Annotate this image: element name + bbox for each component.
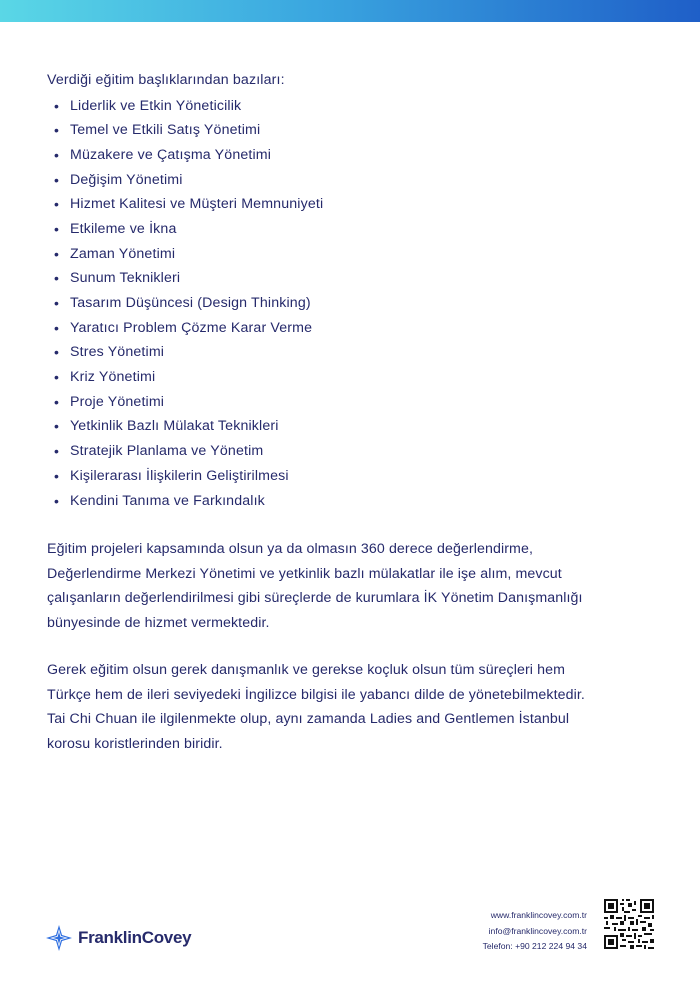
logo-text: FranklinCovey — [78, 928, 192, 947]
topic-list-item — [54, 192, 657, 217]
bullet-icon: • — [54, 295, 60, 311]
email-link[interactable]: info@franklincovey.com.tr — [488, 925, 587, 936]
paragraph-line: Türkçe hem de ileri seviyedeki İngilizce bilgisi ile yabancı dilde de yönetebilmektedir. — [47, 686, 585, 703]
topic-label: Tasarım Düşüncesi (Design Thinking) — [70, 295, 311, 311]
topic-list-item — [54, 118, 657, 143]
website-link[interactable]: www.franklincovey.com.tr — [490, 910, 587, 920]
topic-list-item — [54, 390, 657, 415]
topic-label: Yetkinlik Bazlı Mülakat Teknikleri — [70, 418, 279, 435]
topic-list-item — [54, 291, 657, 316]
bullet-icon: • — [54, 393, 60, 410]
paragraph-line: korosu koristlerinden biridir. — [47, 735, 223, 752]
bullet-icon: • — [54, 418, 60, 435]
bullet-icon: • — [54, 171, 60, 188]
topic-list-item — [54, 414, 657, 439]
bullet-icon: • — [54, 369, 60, 386]
topic-list-item — [54, 489, 657, 514]
topic-list-item — [54, 439, 657, 464]
bullet-icon: • — [54, 467, 60, 484]
topic-label: Proje Yönetimi — [70, 393, 165, 410]
topic-label: Temel ve Etkili Satış Yönetimi — [70, 122, 261, 139]
paragraph-languages — [47, 658, 657, 756]
bullet-icon: • — [54, 492, 60, 509]
bullet-icon: • — [54, 319, 60, 336]
topic-label: Stres Yönetimi — [70, 344, 165, 361]
main-content — [47, 68, 657, 513]
topic-label: Kriz Yönetimi — [70, 369, 156, 386]
topic-label: Zaman Yönetimi — [70, 245, 176, 262]
topic-list-item — [54, 340, 657, 365]
topic-list-item — [54, 168, 657, 193]
topic-label: Müzakere ve Çatışma Yönetimi — [70, 146, 272, 163]
paragraph-line: Değerlendirme Merkezi Yönetimi ve yetkinlik bazlı mülakatlar ile işe alım, mevcut — [47, 565, 562, 582]
bullet-icon: • — [54, 220, 60, 237]
topic-label: Stratejik Planlama ve Yönetim — [70, 443, 264, 460]
bullet-icon: • — [54, 122, 60, 139]
franklincovey-logo — [46, 924, 191, 952]
top-gradient-band — [0, 0, 700, 22]
topic-label: Yaratıcı Problem Çözme Karar Verme — [70, 319, 313, 336]
paragraph-line: çalışanların değerlendirilmesi gibi süreçlerde de kurumlara İK Yönetim Danışmanlığı — [47, 590, 583, 606]
phone-number: Telefon: +90 212 224 94 34 — [482, 941, 587, 951]
paragraph-line: bünyesinde de hizmet vermektedir. — [47, 614, 270, 631]
topic-list-item — [54, 365, 657, 390]
bullet-icon: • — [54, 344, 60, 361]
paragraph-line: Tai Chi Chuan ile ilgilenmekte olup, aynı zamanda Ladies and Gentlemen İstanbul — [47, 711, 570, 727]
topic-label: Etkileme ve İkna — [70, 220, 177, 237]
topic-label: Sunum Teknikleri — [70, 270, 181, 287]
topic-list-item — [54, 464, 657, 489]
topic-label: Kişilerarası İlişkilerin Geliştirilmesi — [70, 467, 289, 484]
topic-list-item — [54, 94, 657, 119]
paragraph-assessment — [47, 537, 647, 635]
contact-info — [483, 908, 587, 955]
compass-star-icon — [46, 925, 72, 951]
topic-label: Hizmet Kalitesi ve Müşteri Memnuniyeti — [70, 196, 324, 213]
paragraph-line: Eğitim projeleri kapsamında olsun ya da olmasın 360 derece değerlendirme, — [47, 541, 533, 557]
topic-label: Liderlik ve Etkin Yöneticilik — [70, 97, 242, 114]
topic-label: Değişim Yönetimi — [70, 171, 183, 188]
topics-intro: Verdiği eğitim başlıklarından bazıları: — [47, 72, 285, 88]
topic-label: Kendini Tanıma ve Farkındalık — [70, 492, 265, 509]
bullet-icon: • — [54, 196, 60, 213]
paragraph-line: Gerek eğitim olsun gerek danışmanlık ve gerekse koçluk olsun tüm süreçleri hem — [47, 662, 565, 678]
qr-code-icon[interactable] — [604, 899, 654, 949]
topic-list-item — [54, 217, 657, 242]
topic-list-item — [54, 242, 657, 267]
bullet-icon: • — [54, 245, 60, 262]
bullet-icon: • — [54, 443, 60, 460]
topic-list-item — [54, 143, 657, 168]
topic-list-item — [54, 266, 657, 291]
topic-list-item — [54, 316, 657, 341]
bullet-icon: • — [54, 97, 60, 114]
topics-list — [47, 94, 657, 514]
bullet-icon: • — [54, 146, 60, 163]
bullet-icon: • — [54, 270, 60, 287]
